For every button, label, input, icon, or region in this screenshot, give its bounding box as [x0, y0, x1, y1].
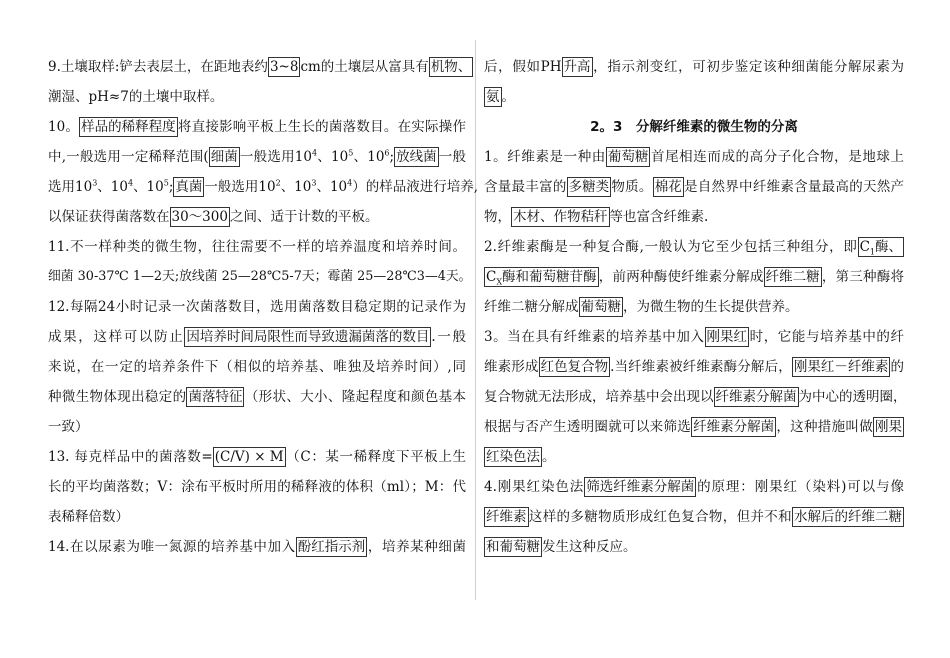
item-10-line-3: 选用$10^3$、$10^4$、$10^5$; 真菌 一般选用$10^2$、$10^3$、$10^4$）的样品液进行培养,	[48, 178, 479, 195]
answer-box: 因培养时间局限性而导致遗漏菌落的数目	[186, 329, 430, 345]
item-13-line-3: 表稀释倍数）	[48, 509, 129, 525]
r-item-3-line-4: 根据与否产生透明圈就可以来筛选 纤维素分解菌 ，这种措施叫做 刚果	[484, 419, 903, 435]
item-12-line-4: 种微生物体现出稳定的 菌落特征 （形状、大小、隆起程度和颜色基本	[48, 389, 467, 405]
r-item-4-line-3: 和葡萄糖 发生这种反应。	[486, 539, 637, 555]
answer-box: 30～300	[171, 209, 228, 225]
answer-box: 水解后的纤维二糖	[794, 509, 902, 525]
r-item-3-line-5: 红染色法 。	[486, 449, 556, 465]
r-item-4-line-1: 4.刚果红染色法 筛选纤维素分解菌 的原理：刚果红（染料)可以与像	[484, 479, 904, 495]
r-item-1-line-1: 1。纤维素是一种由 葡萄糖 首尾相连而成的高分子化合物，是地球上	[484, 149, 905, 165]
r-item-1-line-3: 物， 木材、作物秸秆 等也富含纤维素.	[484, 209, 709, 225]
item-12-line-3: 来说，在一定的培养条件下（相似的培养基、唯独及培养时间）,同	[48, 359, 466, 375]
answer-box: 红染色法	[486, 449, 540, 465]
item-12-line-2: 成果，这样可以防止 因培养时间局限性而导致遗漏菌落的数目 .一般	[48, 329, 467, 345]
answer-box: 3~8	[269, 59, 299, 75]
answer-box: $C_X$酶和葡萄糖苷酶	[486, 269, 597, 287]
answer-box: 细菌	[210, 149, 238, 165]
left-column	[48, 52, 479, 562]
r-item-2-line-1: 2.纤维素酶是一种复合酶,一般认为它至少包括三种组分，即 $C_1$酶、	[484, 239, 902, 257]
r-item-3-line-3: 复合物就无法形成，培养基中会出现以 纤维素分解菌 为中心的透明圈，	[484, 389, 907, 405]
r-item-3-line-2: 维素形成 红色复合物 .当纤维素被纤维素酶分解后， 刚果红－纤维素 的	[484, 359, 905, 375]
item-11-line-2: 细菌 30-37℃ 1—2天;放线菌 25—28℃5-7天；霉菌 25—28℃3—4天。	[48, 269, 472, 284]
answer-box: $C_1$酶、	[859, 239, 902, 257]
answer-box: 木材、作物秸秆	[513, 209, 608, 225]
answer-box: 样品的稀释程度	[81, 119, 176, 135]
r-item-2-line-3: 纤维二糖分解成 葡萄糖 ，为微生物的生长提供营养。	[484, 299, 799, 315]
answer-box: 纤维二糖	[765, 269, 820, 285]
section-heading: 2。3 分解纤维素的微生物的分离	[590, 119, 798, 135]
cont-line-1: 后，假如PH 升高 ，指示剂变红，可初步鉴定该种细菌能分解尿素为	[484, 59, 905, 75]
answer-box: 升高	[563, 59, 591, 75]
item-10-line-4: 以保证获得菌落数在 30～300 之间、适于计数的平板。	[48, 209, 379, 225]
formula-box: (C/V) × M	[214, 449, 284, 465]
item-14-line-1: 14.在以尿素为唯一氮源的培养基中加入 酚红指示剂 ，培养某种细菌	[48, 539, 466, 555]
item-13-line-2: 长的平均菌落数；V：涂布平板时所用的稀释液的体积（ml）；M：代	[48, 479, 466, 495]
item-13-line-1: 13. 每克样品中的菌落数= (C/V) × M（C：某一稀释度下平板上生	[48, 449, 466, 465]
answer-box: 棉花	[654, 179, 682, 195]
item-10-line-2: 中,一般选用一定稀释范围( 细菌 一般选用$10^4$、$10^5$、$10^6$; 放线菌 一般	[48, 148, 467, 165]
item-11-line-1: 11.不一样种类的微生物，往往需要不一样的培养温度和培养时间。	[48, 239, 466, 255]
item-12-line-1: 12.每隔24小时记录一次菌落数目，选用菌落数目稳定期的记录作为	[48, 299, 466, 315]
r-item-1-line-2: 含量最丰富的 多糖类 物质。 棉花 是自然界中纤维素含量最高的天然产	[484, 179, 905, 195]
r-item-3-line-1: 3。当在具有纤维素的培养基中加入 刚果红 时，它能与培养基中的纤	[484, 329, 904, 345]
answer-box: 刚果红－纤维素	[793, 359, 889, 375]
answer-box: 红色复合物	[540, 359, 609, 375]
right-column	[484, 52, 907, 562]
answer-box: 纤维素分解菌	[715, 389, 797, 405]
item-10-line-1: 10。 样品的稀释程度 将直接影响平板上生长的菌落数目。在实际操作	[48, 119, 466, 135]
answer-box: 刚果红	[706, 329, 748, 345]
column-divider	[475, 40, 476, 600]
answer-box: 酚红指示剂	[297, 539, 366, 555]
answer-box: 纤维素	[486, 509, 527, 525]
answer-box: 氨	[486, 89, 500, 105]
answer-box: 纤维素分解菌	[693, 419, 775, 435]
answer-box: 刚果	[875, 419, 903, 435]
answer-box: 葡萄糖	[580, 299, 621, 315]
item-12-line-5: 一致）	[48, 419, 89, 435]
answer-box: 和葡萄糖	[486, 539, 540, 555]
item-9-line-2: 潮湿、pH≈7的土壤中取样。	[48, 89, 224, 105]
answer-box: 葡萄糖	[607, 149, 649, 165]
item-9-line-1: 9.土壤取样:铲去表层土，在距地表约 3~8 cm的土壤层从富具有 机物、	[48, 59, 472, 75]
answer-box: 机物、	[430, 59, 472, 75]
answer-box: 多糖类	[568, 179, 610, 195]
r-item-2-line-2: $C_X$酶和葡萄糖苷酶 ，前两种酶使纤维素分解成 纤维二糖 ，第三种酶将	[486, 269, 904, 287]
r-item-4-line-2: 纤维素 这样的多糖物质形成红色复合物，但并不和 水解后的纤维二糖	[486, 509, 902, 525]
answer-box: 菌落特征	[188, 389, 243, 405]
cont-line-2: 氨 。	[486, 89, 515, 105]
answer-box: 真菌	[175, 179, 203, 195]
answer-box: 筛选纤维素分解菌	[586, 479, 695, 495]
answer-box: 放线菌	[396, 149, 437, 165]
